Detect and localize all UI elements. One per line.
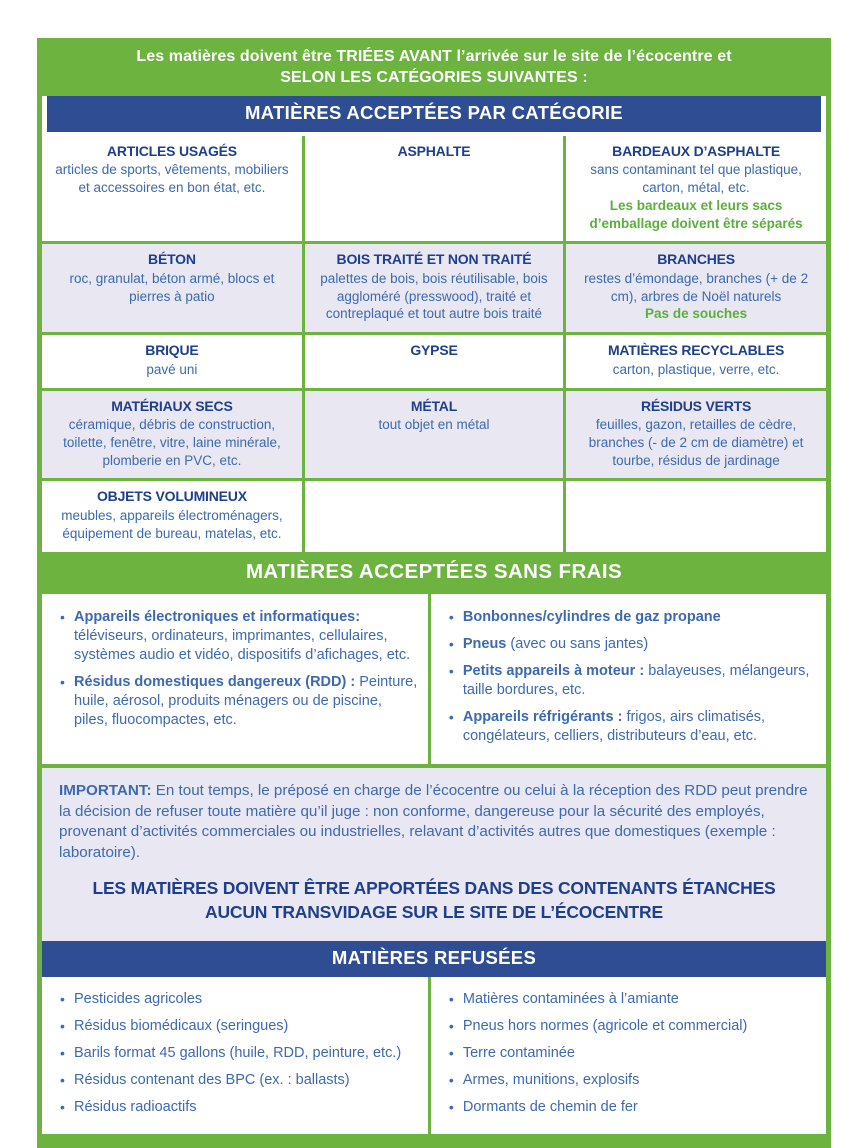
cell-residus-verts [565, 389, 826, 480]
cell-desc: feuilles, gazon, retailles de cèdre, branches (- de 2 cm de diamètre) et tourbe, résidus de jardinage [588, 416, 804, 468]
list-item-text: Barils format 45 gallons (huile, RDD, peinture, etc.) [74, 1044, 402, 1061]
list-item-text: Armes, munitions, explosifs [462, 1071, 640, 1088]
refused-right-column [431, 977, 826, 1135]
cell-gypse [303, 334, 564, 389]
list-item [56, 1017, 418, 1036]
table-row [42, 136, 826, 243]
cell-bardeaux [565, 136, 826, 243]
table-row [42, 480, 826, 552]
bullet-icon: • [448, 990, 454, 1007]
bullet-icon: • [60, 1099, 65, 1116]
cell-desc: céramique, débris de construction, toilette, fenêtre, vitre, laine minérale, plomberie en PVC, etc. [63, 416, 281, 468]
list-item-text: Dormants de chemin de fer [462, 1099, 638, 1116]
list-item [445, 635, 816, 654]
bullet-icon: • [448, 1044, 454, 1061]
cell-asphalte [303, 136, 564, 243]
bullet-icon: • [60, 1044, 65, 1061]
accepted-categories-table [42, 136, 826, 552]
cell-title: RÉSIDUS VERTS [640, 397, 752, 414]
list-item-text: Résidus radioactifs [74, 1099, 197, 1116]
list-item [56, 1098, 418, 1117]
list-item [56, 1071, 418, 1090]
top-banner [42, 43, 826, 96]
bullet-icon: • [448, 662, 454, 679]
cell-brique [42, 334, 303, 389]
cell-desc: meubles, appareils électroménagers, équipement de bureau, matelas, etc. [61, 507, 283, 541]
bullet-icon: • [60, 608, 65, 625]
refused-left-list [56, 990, 418, 1118]
warning-line2: AUCUN TRANSVIDAGE SUR LE SITE DE L’ÉCOCENTRE [205, 901, 663, 922]
cell-title: BRANCHES [657, 251, 735, 268]
cell-title: ARTICLES USAGÉS [106, 142, 237, 159]
list-item-text: Résidus biomédicaux (seringues) [74, 1017, 289, 1034]
list-item-text: Pesticides agricoles [74, 990, 203, 1007]
list-item-text: Matières contaminées à l’amiante [462, 990, 679, 1007]
list-item [445, 608, 816, 627]
important-label: IMPORTANT: [59, 782, 152, 800]
bullet-icon: • [60, 1017, 65, 1034]
list-item-text: Appareils électroniques et informatiques: téléviseurs, ordinateurs, imprimantes, cellulaires, systèmes audio et vidéo, dispositifs d’afichages, etc. [74, 608, 411, 663]
list-item-text: Appareils réfrigérants : frigos, airs climatisés, congélateurs, celliers, distributeurs d’eau, etc. [462, 709, 766, 745]
cell-desc: carton, plastique, verre, etc. [612, 361, 780, 377]
table-row [42, 389, 826, 480]
bullet-icon: • [60, 1071, 65, 1088]
cell-note: Pas de souches [645, 306, 748, 322]
warning-statement [59, 877, 809, 924]
cell-desc: sans contaminant tel que plastique, carton, métal, etc. [590, 162, 802, 195]
bullet-icon: • [448, 635, 454, 652]
cell-title: BARDEAUX D’ASPHALTE [612, 142, 780, 159]
free-left-column [42, 594, 431, 765]
refused-right-list [445, 990, 816, 1118]
list-item [445, 708, 816, 746]
cell-title: MÉTAL [410, 397, 458, 414]
bullet-icon: • [448, 709, 454, 725]
cell-title: BÉTON [148, 251, 196, 268]
cell-beton [42, 243, 303, 334]
cell-articles-usages [42, 136, 303, 243]
warning-line1: LES MATIÈRES DOIVENT ÊTRE APPORTÉES DANS DES CONTENANTS ÉTANCHES [92, 878, 776, 899]
top-banner-line2: SELON LES CATÉGORIES SUIVANTES : [280, 68, 588, 86]
cell-objets-volumineux [42, 480, 303, 552]
list-item-text: Résidus domestiques dangereux (RDD) : Peinture, huile, aérosol, produits ménagers ou de piscine, piles, fluocompactes, etc. [74, 673, 418, 729]
refused-left-column [42, 977, 431, 1135]
free-left-list [56, 608, 418, 731]
list-item-text: Pneus (avec ou sans jantes) [462, 635, 649, 652]
cell-recyclables [565, 334, 826, 389]
refused-section-title: MATIÈRES REFUSÉES [42, 941, 826, 977]
accepted-section-title: MATIÈRES ACCEPTÉES PAR CATÉGORIE [47, 96, 821, 132]
list-item [56, 990, 418, 1009]
cell-desc: pavé uni [146, 361, 198, 377]
cell-title: BRIQUE [145, 342, 199, 359]
list-item [445, 1017, 816, 1036]
important-text: En tout temps, le préposé en charge de l’écocentre ou celui à la réception des RDD peut prendre la décision de refuser toute matière qu’il juge : non conforme, dangereuse pour la sécurité des employés, provenant d’activités commerciales ou industrielles, relavant d’activités autres que domestiques (exemple : laboratoire). [59, 782, 808, 861]
cell-desc: tout objet en métal [378, 416, 490, 432]
table-row [42, 243, 826, 334]
cell-desc: roc, granulat, béton armé, blocs et pierres à patio [69, 270, 275, 304]
list-item-text: Terre contaminée [462, 1044, 575, 1061]
bullet-icon: • [60, 990, 65, 1007]
cell-note: Les bardeaux et leurs sacs d’emballage doivent être séparés [589, 197, 803, 231]
free-section [42, 594, 826, 769]
list-item-text: Petits appareils à moteur : balayeuses, mélangeurs, taille bordures, etc. [462, 662, 810, 698]
list-item [445, 662, 816, 700]
cell-desc: restes d’émondage, branches (+ de 2 cm), arbres de Noël naturels [584, 270, 809, 304]
bullet-icon: • [448, 1071, 454, 1088]
cell-title: BOIS TRAITÉ ET NON TRAITÉ [336, 251, 532, 268]
cell-title: OBJETS VOLUMINEUX [96, 488, 247, 505]
list-item [445, 1098, 816, 1117]
free-right-list [445, 608, 816, 747]
cell-desc: palettes de bois, bois réutilisable, bois aggloméré (presswood), traité et contreplaqué et tout autre bois traité [320, 270, 548, 322]
bullet-icon: • [448, 1017, 454, 1034]
cell-branches [565, 243, 826, 334]
list-item-text: Résidus contenant des BPC (ex. : ballasts) [74, 1071, 350, 1088]
cell-title: GYPSE [410, 342, 458, 359]
list-item-text: Bonbonnes/cylindres de gaz propane [462, 608, 721, 625]
cell-empty [565, 480, 826, 552]
important-paragraph [59, 781, 809, 863]
bottom-green-strip [42, 1138, 826, 1143]
cell-bois [303, 243, 564, 334]
list-item [445, 990, 816, 1009]
bullet-icon: • [448, 1099, 454, 1116]
list-item [56, 608, 418, 665]
cell-metal [303, 389, 564, 480]
list-item [56, 1044, 418, 1063]
ecocentre-poster [37, 38, 831, 1148]
free-section-title: MATIÈRES ACCEPTÉES SANS FRAIS [42, 552, 826, 594]
cell-title: ASPHALTE [397, 142, 471, 159]
table-row [42, 334, 826, 389]
bullet-icon: • [448, 608, 454, 625]
bullet-icon: • [60, 673, 65, 690]
free-right-column [431, 594, 826, 765]
cell-desc: articles de sports, vêtements, mobiliers et accessoires en bon état, etc. [55, 162, 289, 195]
refused-section [42, 977, 826, 1139]
list-item-text: Pneus hors normes (agricole et commercial) [462, 1017, 748, 1034]
top-banner-line1: Les matières doivent être TRIÉES AVANT l’arrivée sur le site de l’écocentre et [136, 48, 732, 65]
list-item [445, 1044, 816, 1063]
list-item [445, 1071, 816, 1090]
list-item [56, 673, 418, 730]
cell-empty [303, 480, 564, 552]
cell-materiaux-secs [42, 389, 303, 480]
cell-title: MATIÈRES RECYCLABLES [607, 342, 785, 359]
cell-title: MATÉRIAUX SECS [111, 397, 233, 414]
important-section [42, 768, 826, 940]
